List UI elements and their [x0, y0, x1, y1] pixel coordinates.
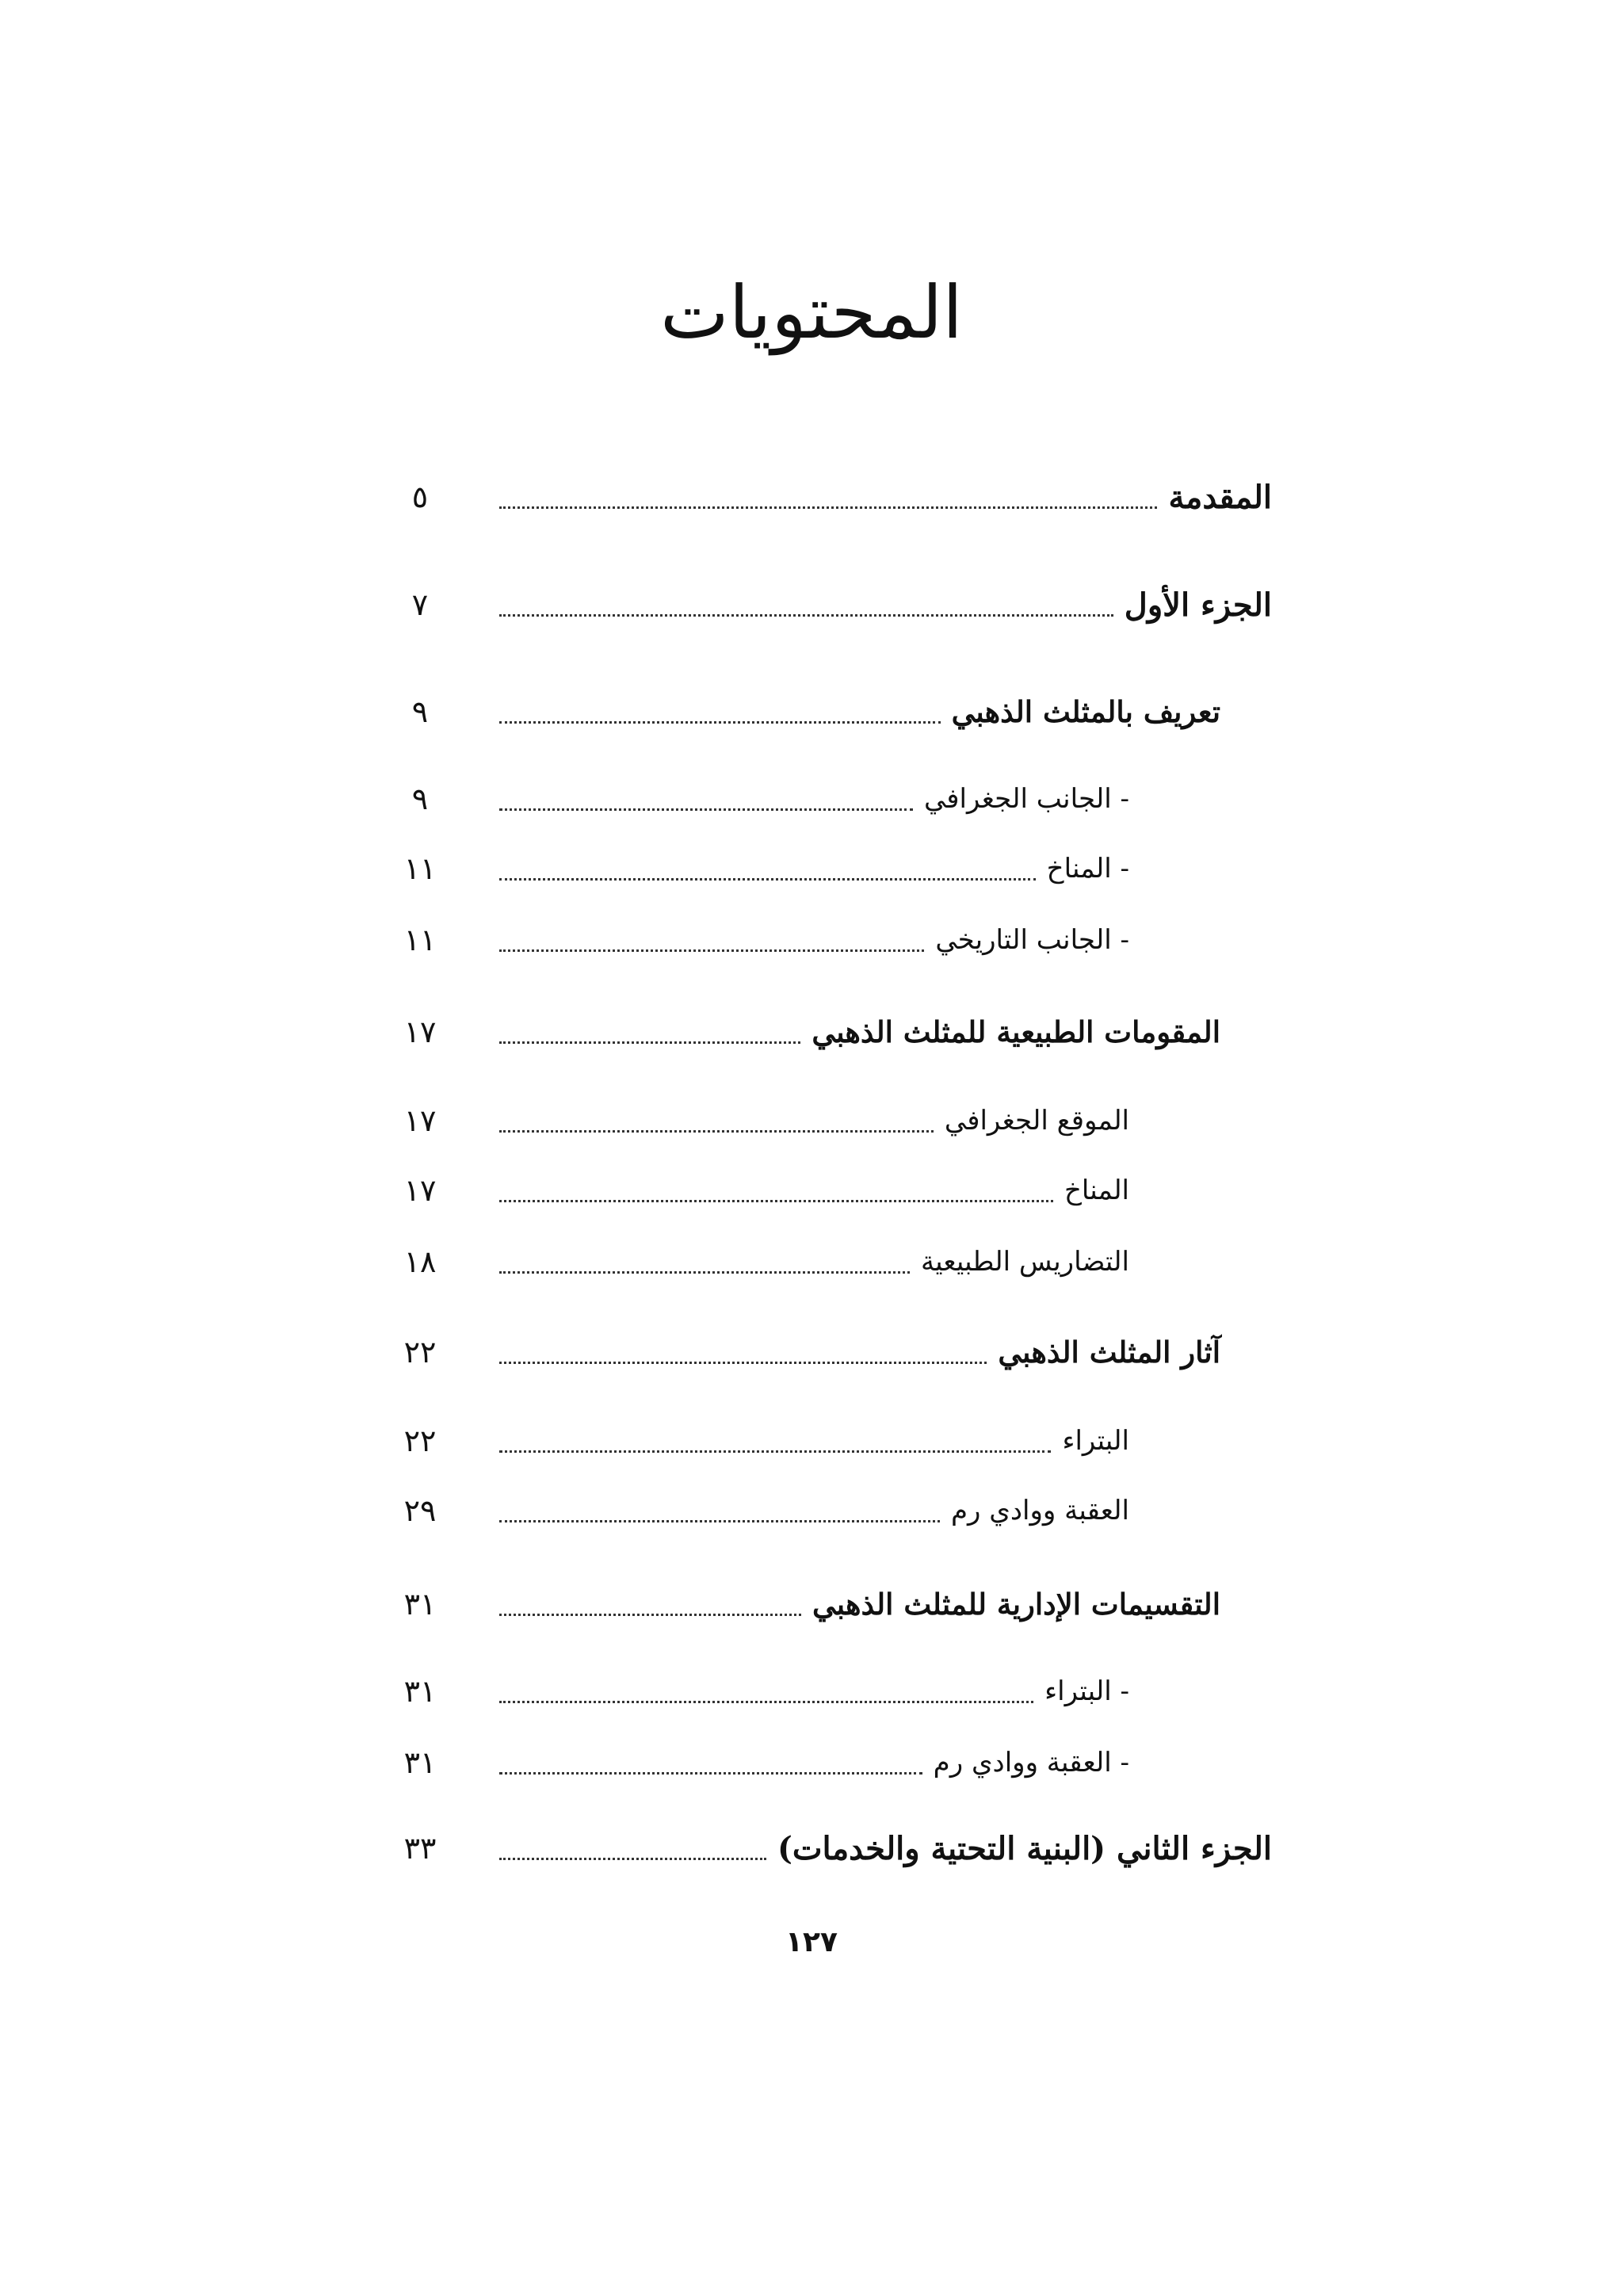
toc-entry: [0, 1230, 1623, 1293]
toc-page-number: ٩: [411, 694, 429, 729]
toc-dot-leader: [499, 1701, 1033, 1703]
toc-entry-title: تعريف بالمثلث الذهبي: [951, 694, 1220, 729]
toc-page-number: ١٧: [403, 1173, 437, 1208]
toc-entry: [0, 1320, 1623, 1384]
toc-entry: [0, 1572, 1623, 1636]
toc-entry-title: - البتراء: [1044, 1675, 1129, 1707]
toc-dot-leader: [499, 878, 1036, 881]
toc-entry-title: الجزء الثاني (البنية التحتية والخدمات): [777, 1829, 1272, 1867]
toc-entry: [0, 1000, 1623, 1064]
toc-entry-title: التضاريس الطبيعية: [920, 1246, 1129, 1278]
toc-dot-leader: [499, 1362, 987, 1364]
toc-page-number: ٧: [411, 587, 429, 622]
toc-entry-title: المقومات الطبيعية للمثلث الذهبي: [812, 1014, 1220, 1049]
toc-page-number: ٣١: [403, 1674, 437, 1709]
toc-entry-title: - العقبة ووادي رم: [933, 1747, 1129, 1778]
toc-page-number: ١١: [403, 923, 437, 957]
toc-entry-title: - المناخ: [1046, 853, 1129, 884]
toc-dot-leader: [499, 1041, 800, 1044]
toc-entry: [0, 837, 1623, 900]
toc-entry-title: العقبة ووادي رم: [950, 1495, 1129, 1526]
toc-entry-title: - الجانب التاريخي: [935, 924, 1129, 956]
page-number: ١٢٧: [785, 1926, 838, 1958]
toc-page-number: ١١: [403, 851, 437, 886]
page-title: المحتويات: [660, 270, 963, 355]
toc-entry: [0, 1159, 1623, 1222]
toc-page-number: ٢٩: [403, 1493, 437, 1528]
toc-entry: [0, 767, 1623, 831]
toc-dot-leader: [499, 1772, 922, 1775]
toc-page-number: ٣١: [403, 1745, 437, 1780]
toc-entry-title: المقدمة: [1168, 478, 1272, 516]
toc-page-number: ٢٢: [403, 1335, 437, 1370]
toc-entry: [0, 1089, 1623, 1152]
toc-dot-leader: [499, 506, 1157, 509]
toc-entry: [0, 465, 1623, 529]
toc-entry: [0, 1731, 1623, 1794]
toc-dot-leader: [499, 1858, 766, 1860]
toc-entry-title: الجزء الأول: [1124, 586, 1272, 624]
toc-page-number: ١٧: [403, 1103, 437, 1138]
toc-page-number: ٩: [411, 781, 429, 816]
toc-entry: [0, 680, 1623, 743]
toc-entry-title: آثار المثلث الذهبي: [998, 1335, 1220, 1370]
toc-dot-leader: [499, 808, 913, 811]
toc-entry: [0, 573, 1623, 636]
toc-entry: [0, 1660, 1623, 1723]
toc-dot-leader: [499, 1200, 1053, 1202]
toc-dot-leader: [499, 1614, 801, 1616]
toc-page-number: ٣١: [403, 1587, 437, 1622]
toc-page-number: ١٨: [403, 1244, 437, 1279]
toc-dot-leader: [499, 949, 924, 952]
toc-entry-title: البتراء: [1062, 1425, 1129, 1457]
toc-entry: [0, 1479, 1623, 1542]
toc-dot-leader: [499, 1450, 1051, 1453]
toc-entry: [0, 908, 1623, 972]
toc-page-number: ٢٢: [403, 1423, 437, 1458]
toc-dot-leader: [499, 1130, 934, 1133]
toc-entry: [0, 1409, 1623, 1473]
toc-entry-title: الموقع الجغرافي: [944, 1105, 1129, 1137]
toc-dot-leader: [499, 614, 1113, 617]
toc-page-number: ١٧: [403, 1014, 437, 1049]
toc-dot-leader: [499, 1271, 910, 1274]
toc-dot-leader: [499, 1520, 940, 1522]
toc-dot-leader: [499, 721, 941, 724]
toc-entry: [0, 1817, 1623, 1880]
toc-page-number: ٥: [411, 479, 429, 514]
toc-entry-title: - الجانب الجغرافي: [923, 783, 1129, 815]
toc-entry-title: المناخ: [1064, 1175, 1129, 1206]
toc-page-number: ٣٣: [403, 1831, 437, 1866]
toc-entry-title: التقسيمات الإدارية للمثلث الذهبي: [812, 1587, 1220, 1622]
